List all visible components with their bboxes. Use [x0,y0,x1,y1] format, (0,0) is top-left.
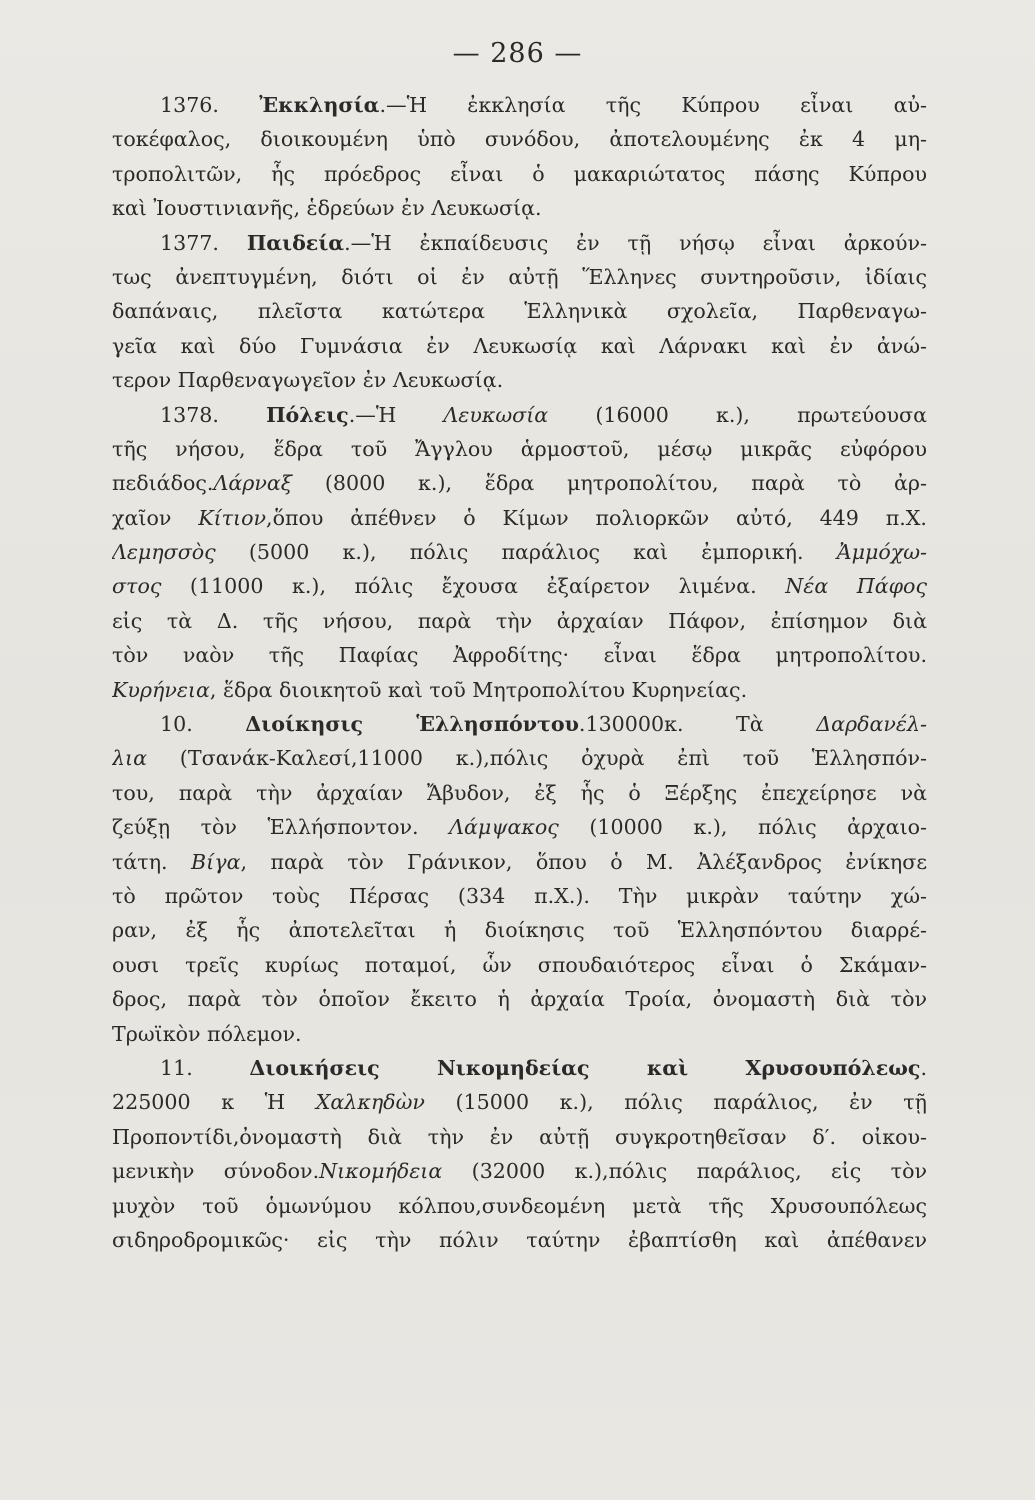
text-run: ουσι τρεῖς κυρίως ποταμοί, ὧν σπουδαιότερος εἶναι ὁ Σκάμαν- [112,952,927,977]
text-run: ,ὅπου ἀπέθνεν ὁ Κίμων πολιορκῶν αὐτό, 449 π.Χ. [266,505,927,530]
text-line [112,191,927,225]
text-run: εἰς τὰ Δ. τῆς νήσου, παρὰ τὴν ἀρχαίαν Πάφον, ἐπίσημον διὰ [112,608,927,633]
text-line [112,329,927,363]
text-run: καὶ Ἰουστινιανῆς, ἑδρεύων ἐν Λευκωσίᾳ. [112,196,542,221]
place-name: Λάρναξ [213,471,293,496]
place-name: Ἀμμόχω- [836,540,927,565]
text-run: 1378. [160,402,267,427]
text-run: τῆς νήσου, ἕδρα τοῦ Ἄγγλου ἁρμοστοῦ, μέσῳ μικρᾶς εὐφόρου [112,436,927,461]
text-line [112,535,927,569]
text-run: ραν, ἐξ ἧς ἀποτελεῖται ἡ διοίκησις τοῦ Ἑλλησπόντου διαρρέ- [112,918,927,943]
text-run: (Τσανάκ-Καλεσί,11000 κ.),πόλις ὀχυρὰ ἐπὶ τοῦ Ἑλλησπόν- [147,746,927,771]
section-heading: Διοικήσεις Νικομηδείας καὶ Χρυσουπόλεως [249,1055,921,1080]
text-run: (11000 κ.), πόλις ἔχουσα ἐξαίρετον λιμένα. [161,574,786,599]
text-line [112,260,927,294]
text-run: 225000 κ Ἡ [112,1090,316,1115]
text-run: . [920,1055,927,1080]
place-name: Βίγα [191,849,241,874]
text-run: 1377. [160,230,247,255]
text-line [112,948,927,982]
text-line [112,741,927,775]
text-run: μενικὴν σύνοδον. [112,1159,320,1184]
text-run: 10. [160,712,246,737]
text-run: τως ἀνεπτυγμένη, διότι οἱ ἐν αὐτῇ Ἕλληνες συντηροῦσιν, ἰδίαις [112,264,927,289]
text-run: τερον Παρθεναγωγεῖον ἐν Λευκωσίᾳ. [112,368,504,393]
section-heading: Ἐκκλησία [259,93,380,117]
text-line [112,122,927,156]
text-line [112,569,927,603]
text-run: (16000 κ.), πρωτεύουσα [548,402,927,427]
text-run: .—Ἡ ἐκκλησία τῆς Κύπρου εἶναι αὐ- [379,93,927,117]
text-line [112,1189,927,1223]
text-line [112,432,927,466]
text-run: , ἕδρα διοικητοῦ καὶ τοῦ Μητροπολίτου Κυρηνείας. [209,677,748,702]
place-name: Λευκωσία [443,402,549,427]
text-run: .—Ἡ ἐκπαίδευσις ἐν τῇ νήσῳ εἶναι ἀρκούν- [344,230,927,255]
text-run: .130000κ. Τὰ [578,712,817,737]
text-line [112,466,927,500]
text-line [112,673,927,707]
text-run: γεῖα καὶ δύο Γυμνάσια ἐν Λευκωσίᾳ καὶ Λάρνακι καὶ ἐν ἀνώ- [112,333,927,358]
text-run: .—Ἡ [348,402,444,427]
text-line [112,1154,927,1188]
place-name: στος [112,574,162,599]
text-line [112,226,927,260]
place-name: Νέα Πάφος [785,574,927,599]
place-name: Κίτιον [198,505,267,530]
text-line [112,88,927,122]
text-line [112,638,927,672]
place-name: Λάμψακος [449,815,559,840]
text-run: ζεύξῃ τὸν Ἑλλήσποντον. [112,815,450,840]
place-name: Χαλκηδὼν [315,1090,425,1115]
text-run: δαπάναις, πλεῖστα κατώτερα Ἑλληνικὰ σχολεῖα, Παρθεναγω- [112,299,927,324]
section-heading: Διοίκησις Ἑλλησπόντου [245,712,579,737]
page-number: — 286 — [452,38,583,69]
text-run: τάτη. [112,849,192,874]
text-run: (32000 κ.),πόλις παράλιος, εἰς τὸν [442,1159,927,1184]
text-run: του, παρὰ τὴν ἀρχαίαν Ἄβυδον, ἐξ ἧς ὁ Ξέρξης ἐπεχείρησε νὰ [112,780,927,805]
place-name: Νικομήδεια [319,1159,443,1184]
text-line [112,810,927,844]
text-run: τὸ πρῶτον τοὺς Πέρσας (334 π.Χ.). Τὴν μικρὰν ταύτην χώ- [112,883,927,908]
body-text [112,88,927,1257]
text-line [112,845,927,879]
text-line [112,879,927,913]
text-run: Προποντίδι,ὀνομαστὴ διὰ τὴν ἐν αὐτῇ συγκροτηθεῖσαν δ′. οἰκου- [112,1124,927,1149]
text-line [112,501,927,535]
text-run: δρος, παρὰ τὸν ὁποῖον ἔκειτο ἡ ἀρχαία Τροία, ὀνομαστὴ διὰ τὸν [112,987,927,1012]
text-line [112,982,927,1016]
text-run: τοκέφαλος, διοικουμένη ὑπὸ συνόδου, ἀποτελουμένης ἐκ 4 μη- [112,127,927,152]
text-line [112,157,927,191]
text-run: τὸν ναὸν τῆς Παφίας Ἀφροδίτης· εἶναι ἕδρα μητροπολίτου. [112,643,927,668]
text-run: (5000 κ.), πόλις παράλιος καὶ ἐμπορική. [215,540,837,565]
text-run: σιδηροδρομικῶς· εἰς τὴν πόλιν ταύτην ἐβαπτίσθη καὶ ἀπέθανεν [112,1227,927,1252]
text-line [112,363,927,397]
text-line [112,1085,927,1119]
text-run: (8000 κ.), ἕδρα μητροπολίτου, παρὰ τὸ ἀρ- [292,471,927,496]
text-run: (10000 κ.), πόλις ἀρχαιο- [558,815,927,840]
text-run: μυχὸν τοῦ ὁμωνύμου κόλπου,συνδεομένη μετὰ τῆς Χρυσουπόλεως [112,1193,927,1218]
text-line [112,913,927,947]
place-name: λια [112,746,148,771]
text-line [112,398,927,432]
text-line [112,1223,927,1257]
place-name: Κυρήνεια [112,677,210,702]
text-line [112,294,927,328]
text-line [112,1017,927,1051]
text-line [112,604,927,638]
text-run: 11. [160,1055,250,1080]
text-run: χαῖον [112,505,199,530]
text-line [112,707,927,741]
text-run: , παρὰ τὸν Γράνικον, ὅπου ὁ Μ. Ἀλέξανδρος ἐνίκησε [240,849,927,874]
text-line [112,1120,927,1154]
text-run: πεδιάδος. [112,471,214,496]
section-heading: Παιδεία [246,230,345,255]
section-heading: Πόλεις [266,402,349,427]
text-run: 1376. [160,93,260,117]
place-name: Δαρδανέλ- [816,712,927,737]
text-run: (15000 κ.), πόλις παράλιος, ἐν τῇ [424,1090,927,1115]
text-line [112,1051,927,1085]
place-name: Λεμησσὸς [112,540,216,565]
text-run: Τρωϊκὸν πόλεμον. [112,1021,302,1046]
text-run: τροπολιτῶν, ἧς πρόεδρος εἶναι ὁ μακαριώτατος πάσης Κύπρου [112,161,927,186]
text-line [112,776,927,810]
